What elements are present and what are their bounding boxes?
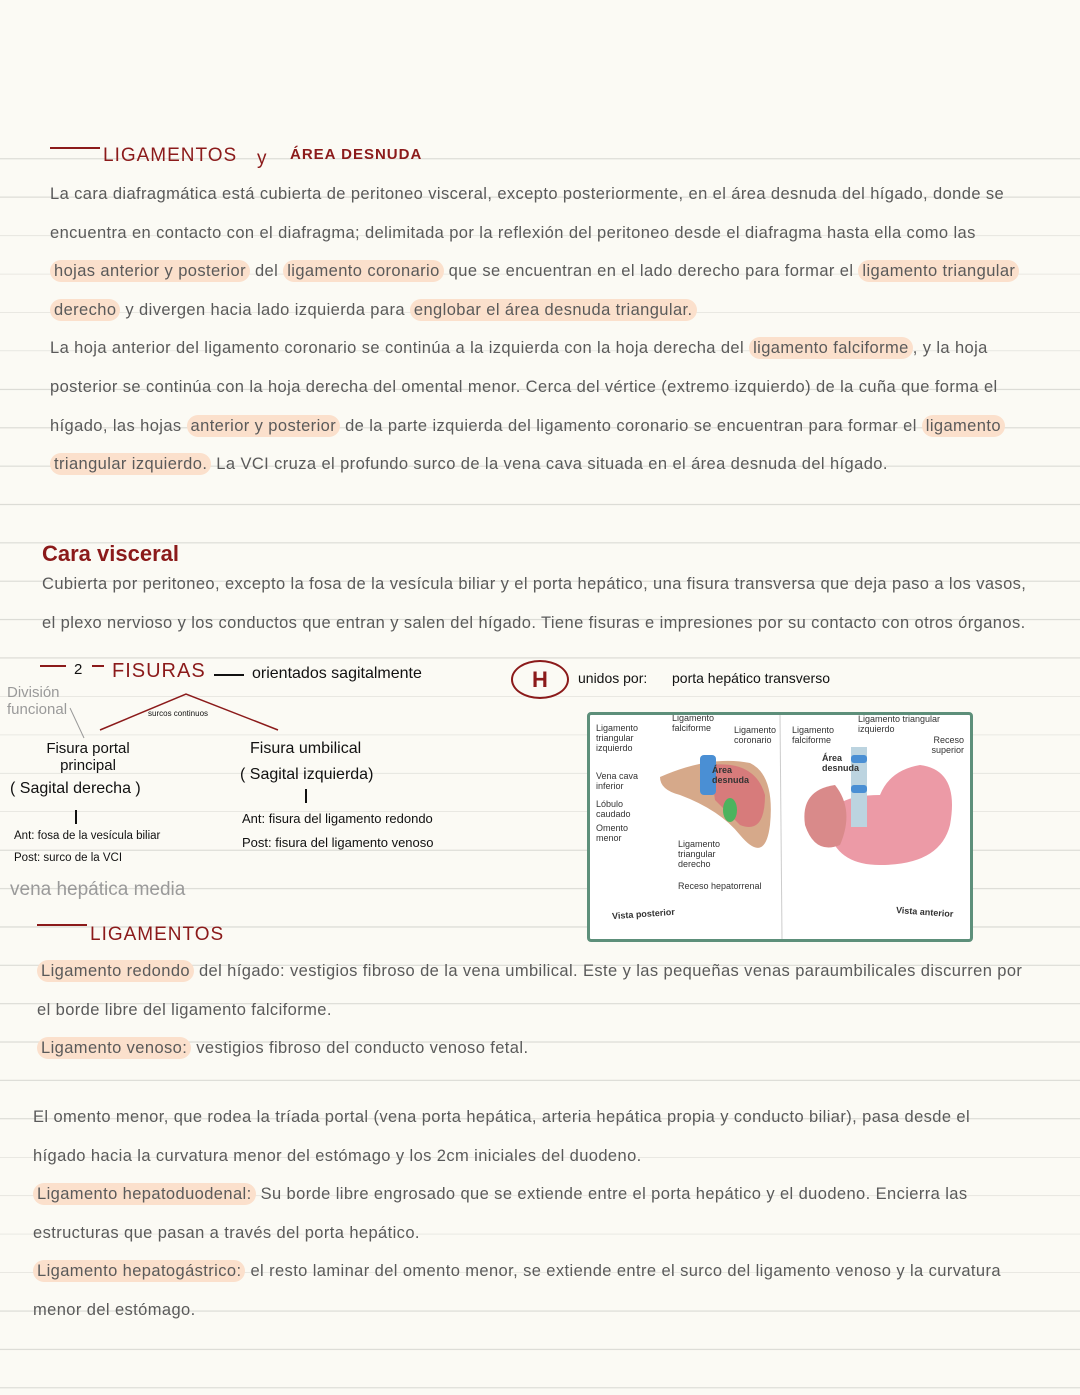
text-segment: el borde libre del ligamento falciforme. bbox=[37, 1000, 332, 1019]
text-line bbox=[50, 336, 988, 360]
label-vena-cava-inferior: Vena cava inferior bbox=[596, 771, 639, 791]
text-segment: La VCI cruza el profundo surco de la vena cava situada en el área desnuda del hígado. bbox=[211, 455, 888, 474]
fisura-umbilical-sub: ( Sagital izquierda) bbox=[240, 766, 374, 783]
highlighted-term: anterior y posterior bbox=[187, 415, 341, 437]
highlighted-term: ligamento bbox=[922, 415, 1005, 437]
highlighted-term: englobar el área desnuda triangular. bbox=[410, 299, 697, 321]
text-segment: de la parte izquierda del ligamento coronario se encuentran para formar el bbox=[340, 416, 922, 435]
fisura-umbilical-ant: Ant: fisura del ligamento redondo bbox=[242, 811, 433, 826]
section-title-y: y bbox=[257, 148, 268, 169]
text-line bbox=[50, 375, 998, 399]
dash bbox=[40, 665, 66, 667]
fisura-portal-name: Fisura portal principal bbox=[46, 740, 130, 774]
text-segment: La hoja anterior del ligamento coronario se continúa a la izquierda con la hoja derecha del bbox=[50, 339, 750, 358]
highlighted-term: ligamento coronario bbox=[283, 260, 444, 282]
highlighted-term: Ligamento hepatogástrico: bbox=[33, 1260, 245, 1282]
connector bbox=[305, 789, 307, 803]
label-vista-posterior: Vista posterior bbox=[611, 906, 676, 922]
text-line bbox=[50, 298, 697, 322]
text-line bbox=[33, 1298, 196, 1322]
text-line bbox=[50, 221, 976, 245]
text-line bbox=[42, 611, 1026, 635]
section-title-area: ÁREA DESNUDA bbox=[290, 146, 423, 163]
text-line bbox=[33, 1182, 968, 1206]
text-segment: el resto laminar del omento menor, se extiende entre el surco del ligamento venoso y la curvatura bbox=[245, 1262, 1001, 1281]
dash bbox=[92, 665, 104, 667]
text-segment: menor del estómago. bbox=[33, 1301, 196, 1319]
label-omento-menor: Omento menor bbox=[596, 823, 629, 843]
fisura-umbilical-name: Fisura umbilical bbox=[250, 740, 362, 757]
text-line bbox=[37, 998, 332, 1022]
text-segment: estructuras que pasan a través del porta hepático. bbox=[33, 1223, 420, 1242]
label-receso-superior: Receso superior bbox=[931, 735, 964, 755]
text-segment: El omento menor, que rodea la tríada portal (vena porta hepática, arteria hepática propia y conducto biliar), pasa desde el bbox=[33, 1108, 971, 1126]
label-receso-hepatorrenal: Receso hepatorrenal bbox=[678, 881, 762, 891]
section-title-cara-visceral: Cara visceral bbox=[42, 541, 179, 566]
fisuras-orientation: orientados sagitalmente bbox=[252, 665, 422, 682]
text-segment: hígado hacia la curvatura menor del estómago y los 2cm iniciales del duodeno. bbox=[33, 1146, 642, 1165]
label-ligamento-coronario: Ligamento coronario bbox=[734, 725, 777, 745]
fisura-portal-sub: ( Sagital derecha ) bbox=[10, 780, 141, 797]
highlighted-term: ligamento triangular bbox=[858, 260, 1019, 282]
unidos-por: unidos por: bbox=[578, 670, 648, 686]
text-segment: hígado, las hojas bbox=[50, 416, 187, 435]
text-segment: vestigios fibroso del conducto venoso fetal. bbox=[191, 1039, 529, 1058]
label-lobulo-caudado: Lóbulo caudado bbox=[596, 799, 631, 819]
text-segment: del hígado: vestigios fibroso de la vena umbilical. Este y las pequeñas venas paraumbilicales discurren por bbox=[194, 962, 1023, 980]
text-line bbox=[33, 1259, 1001, 1283]
label-ligamento-triangular-derecho: Ligamento triangular derecho bbox=[678, 839, 721, 869]
text-line bbox=[33, 1144, 642, 1168]
section-title-ligamentos-2: LIGAMENTOS bbox=[90, 924, 225, 945]
surcos-continuos: surcos continuos bbox=[148, 709, 209, 718]
text-line bbox=[50, 182, 1004, 206]
fisura-portal-post: Post: surco de la VCI bbox=[14, 852, 123, 864]
h-circle: H bbox=[511, 660, 569, 699]
division-funcional: División funcional bbox=[7, 684, 68, 718]
text-line bbox=[50, 414, 1005, 438]
label-ligamento-triangular-izquierdo: Ligamento triangular izquierdo bbox=[596, 723, 639, 753]
label-ligamento-triangular-izquierdo-2: Ligamento triangular izquierdo bbox=[858, 714, 941, 734]
text-segment: y divergen hacia lado izquierda para bbox=[120, 300, 410, 319]
text-segment: que se encuentran en el lado derecho para formar el bbox=[443, 262, 859, 281]
highlighted-term: hojas anterior y posterior bbox=[50, 260, 250, 282]
highlighted-term: triangular izquierdo. bbox=[50, 453, 211, 475]
connector bbox=[75, 810, 77, 824]
heading-dash bbox=[50, 147, 100, 149]
fisura-umbilical-post: Post: fisura del ligamento venoso bbox=[242, 835, 434, 850]
dash bbox=[214, 674, 244, 676]
text-line bbox=[42, 572, 1026, 596]
text-segment: posterior se continúa con la hoja derecha del omental menor. Cerca del vértice (extremo izquierdo) de la cuña que forma el bbox=[50, 378, 998, 396]
text-line bbox=[37, 1036, 528, 1060]
fisura-portal-ant: Ant: fosa de la vesícula biliar bbox=[14, 830, 161, 842]
text-segment: Su borde libre engrosado que se extiende entre el porta hepático y el duodeno. Encierra las bbox=[255, 1185, 968, 1204]
label-area-desnuda-1: Área desnuda bbox=[712, 765, 750, 785]
text-segment: del bbox=[250, 262, 284, 281]
liver-ligaments-figure bbox=[587, 712, 973, 942]
section-title-ligamentos: LIGAMENTOS bbox=[103, 145, 238, 166]
text-segment: el plexo nervioso y los conductos que entran y salen del hígado. Tiene fisuras e impresiones por su contacto con otros órganos. bbox=[42, 613, 1026, 632]
text-segment: Cubierta por peritoneo, excepto la fosa de la vesícula biliar y el porta hepático, una fisura transversa que deja paso a los vasos, bbox=[42, 575, 1027, 593]
highlighted-term: derecho bbox=[50, 299, 120, 321]
text-line bbox=[33, 1105, 970, 1129]
label-ligamento-falciforme: Ligamento falciforme bbox=[672, 713, 715, 733]
text-segment: La cara diafragmática está cubierta de peritoneo visceral, excepto posteriormente, en el área desnuda del hígado, donde se bbox=[50, 185, 1005, 203]
highlighted-term: Ligamento redondo bbox=[37, 960, 194, 982]
highlighted-term: Ligamento venoso: bbox=[37, 1037, 191, 1059]
label-area-desnuda-2: Área desnuda bbox=[822, 753, 860, 773]
text-segment: encuentra en contacto con el diafragma; delimitada por la reflexión del peritoneo desde el diafragma hasta ella como las bbox=[50, 223, 976, 242]
vena-hepatica-media: vena hepática media bbox=[10, 879, 186, 900]
heading-dash bbox=[37, 924, 87, 926]
text-line bbox=[50, 452, 888, 476]
label-ligamento-falciforme-2: Ligamento falciforme bbox=[792, 725, 835, 745]
text-line bbox=[50, 259, 1019, 283]
fisuras-number: 2 bbox=[74, 661, 83, 678]
text-segment: , y la hoja bbox=[912, 339, 988, 358]
highlighted-term: ligamento falciforme bbox=[749, 337, 913, 359]
highlighted-term: Ligamento hepatoduodenal: bbox=[33, 1183, 256, 1205]
text-line bbox=[33, 1221, 420, 1245]
porta-hepatico: porta hepático transverso bbox=[672, 670, 830, 686]
label-vista-anterior: Vista anterior bbox=[895, 905, 954, 919]
fisuras-title: FISURAS bbox=[112, 660, 206, 682]
text-line bbox=[37, 959, 1022, 983]
